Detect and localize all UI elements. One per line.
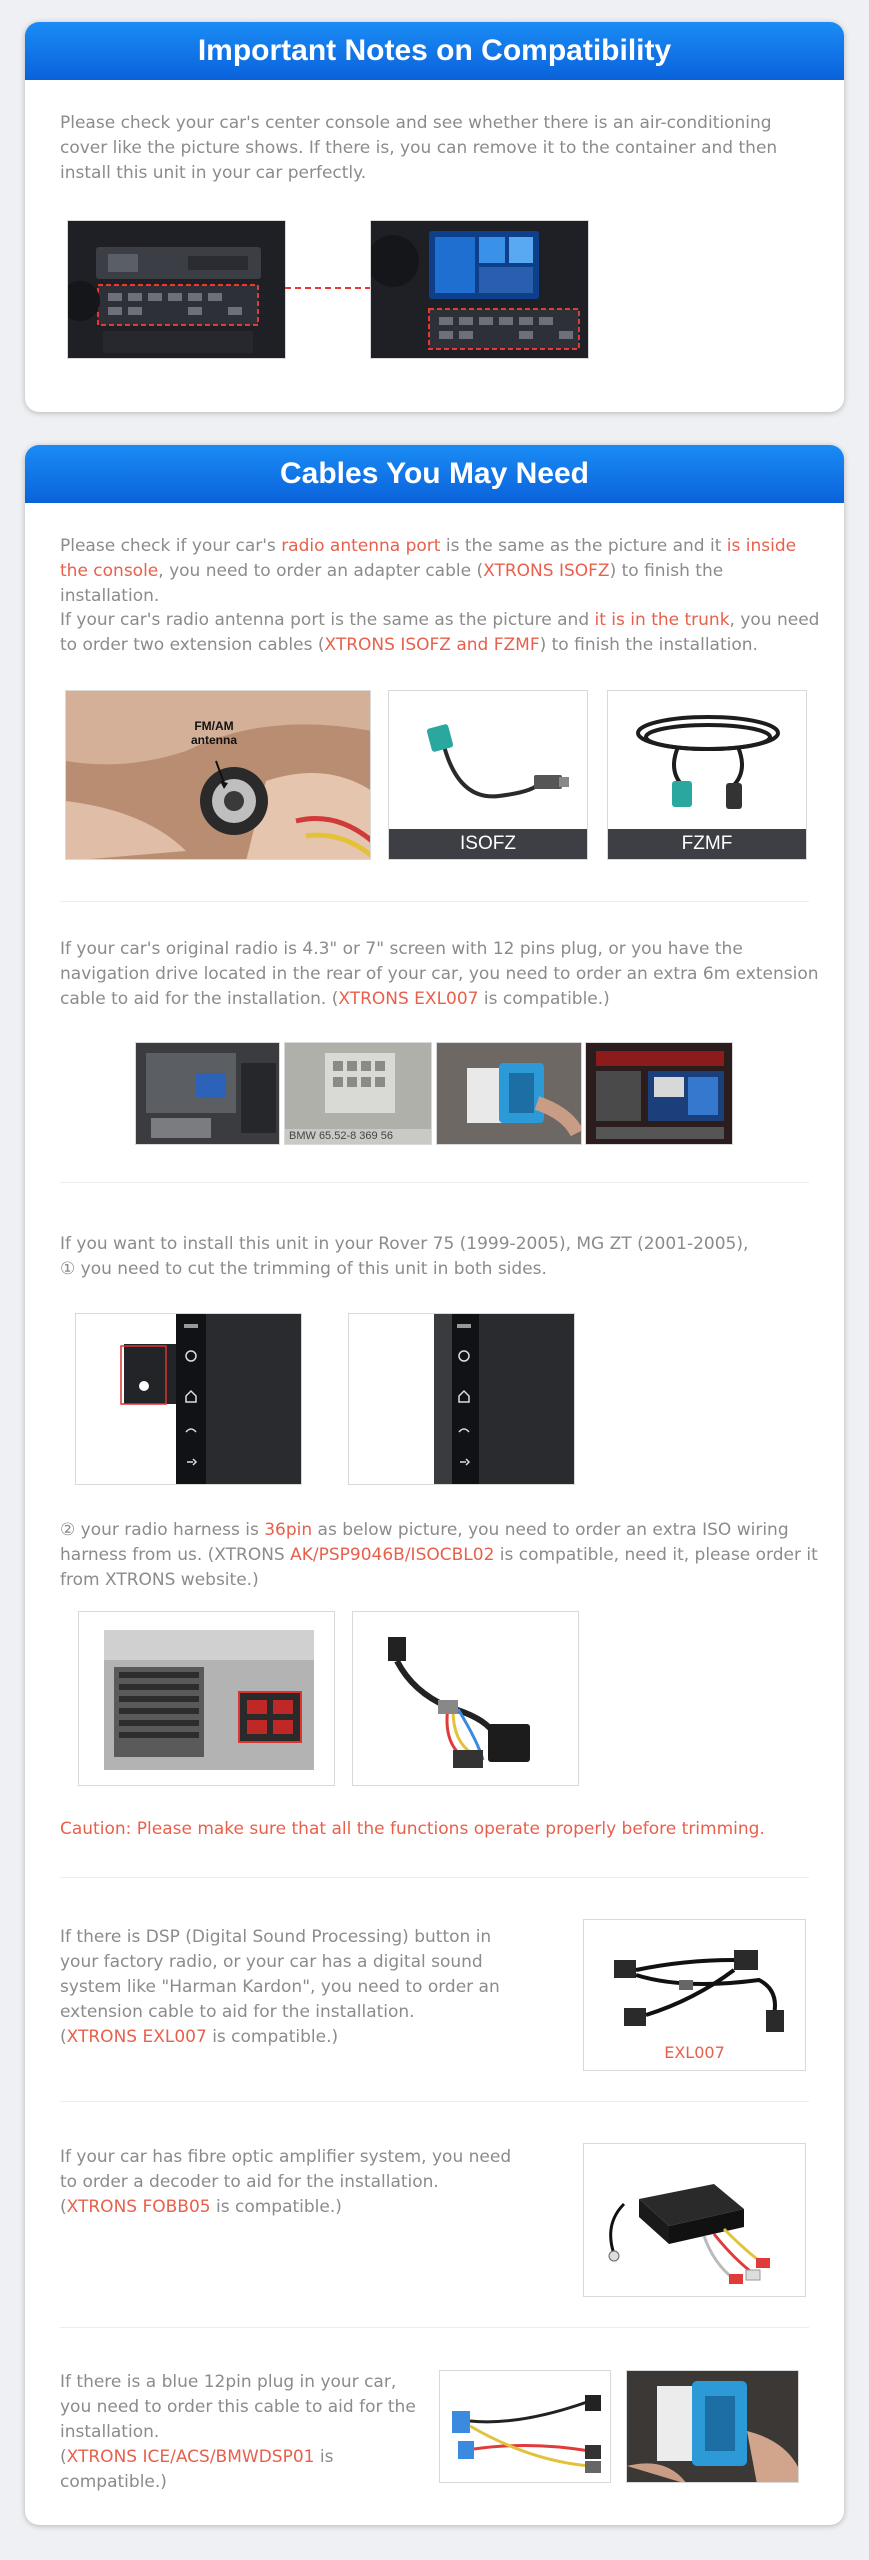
text-segment: If your car's radio antenna port is the same as the picture and (60, 610, 595, 630)
text-segment: is compatible.) (206, 2027, 339, 2047)
text-segment: Please check if your car's (60, 536, 282, 556)
text-segment: If there is a blue 12pin plug in your car, you need to order this cable to aid for the installation. (60, 2372, 416, 2442)
product-link[interactable]: XTRONS EXL007 (66, 2027, 207, 2047)
highlight-text: is inside the console (60, 536, 797, 581)
fibre-optic-text: If your car has fibre optic amplifier system, you need to order a decoder to aid for the installation. (XTRONS FOBB05 is compatible.) (60, 2147, 512, 2217)
iso-harness-photo (352, 1611, 579, 1786)
highlight-text: radio antenna port (281, 536, 441, 556)
text-segment: is compatible.) (478, 989, 610, 1009)
compatibility-title: Important Notes on Compatibility (25, 22, 844, 80)
console-before-photo (67, 220, 286, 359)
isofz-product-photo (388, 690, 588, 860)
caution-text: Caution: Please make sure that all the functions operate properly before trimming. (60, 1819, 765, 1839)
text-segment: ② your radio harness is (60, 1520, 265, 1540)
product-link[interactable]: AK/PSP9046B/ISOCBL02 (290, 1545, 495, 1565)
section-divider (60, 901, 809, 902)
rover-intro-text (60, 1232, 820, 1282)
isofz-caption: ISOFZ (389, 829, 587, 859)
text-segment: is compatible, need it, please order it from XTRONS website.) (60, 1545, 818, 1590)
product-link[interactable]: XTRONS ISOFZ and FZMF (324, 635, 540, 655)
text-segment: is compatible.) (60, 2447, 334, 2492)
section-divider (60, 1182, 809, 1183)
text-segment: If there is DSP (Digital Sound Processing) button in your factory radio, or your car has a digital sound system like "Harman Kardon", you need to order an extension cable to aid for the installation. (60, 1927, 500, 2022)
text-segment: is compatible.) (210, 2197, 342, 2217)
product-link[interactable]: XTRONS EXL007 (338, 989, 479, 1009)
dsp-text: If there is DSP (Digital Sound Processing) button in your factory radio, or your car has a digital sound system like "Harman Kardon", you need to order an extension cable to aid for the installation. (XTRONS EXL007 is compatible.) (60, 1927, 500, 2047)
radio-rear-photo-1 (135, 1042, 280, 1145)
text-segment: , you need to order two extension cables ( (60, 610, 820, 655)
factory-nav-screen-photo (585, 1042, 733, 1145)
fzmf-product-photo (607, 690, 807, 860)
console-after-photo (370, 220, 589, 359)
text-segment: , you need to order an adapter cable ( (158, 561, 484, 581)
compatibility-text: Please check your car's center console and see whether there is an air-conditioning cover like the picture shows. If there is, you can remove it to the container and then install this unit in your car perfectly. (60, 113, 778, 183)
product-link[interactable]: XTRONS ISOFZ (483, 561, 610, 581)
cables-title: Cables You May Need (25, 445, 844, 503)
exl007-caption: EXL007 (664, 2043, 725, 2062)
antenna-port-photo (65, 690, 371, 860)
radio-rear-photo-2 (284, 1042, 432, 1145)
harness-text (60, 1518, 820, 1593)
fobb05-product-photo (583, 2143, 806, 2297)
text-segment: ) to finish the installation. (539, 635, 758, 655)
highlight-text: 36pin (264, 1520, 313, 1540)
blue-plug-photo (436, 1042, 582, 1145)
bmwdsp01-cable-photo (439, 2370, 611, 2483)
text-line: ① you need to cut the trimming of this unit in both sides. (60, 1259, 547, 1279)
fzmf-caption: FZMF (608, 829, 806, 859)
radio-36pin-photo (78, 1611, 335, 1786)
exl007-product-photo (583, 1919, 806, 2071)
text-segment: is the same as the picture and it (440, 536, 727, 556)
antenna-label: FM/AM antenna (190, 719, 237, 747)
highlight-text: it is in the trunk (594, 610, 730, 630)
extension-cable-text (60, 937, 820, 1012)
text-segment: as below picture, you need to order an extra ISO wiring harness from us. (XTRONS (60, 1520, 789, 1565)
trimming-photo-1 (75, 1313, 302, 1485)
product-link[interactable]: XTRONS FOBB05 (66, 2197, 211, 2217)
cables-card (25, 445, 844, 2525)
text-segment: If your car has fibre optic amplifier system, you need to order a decoder to aid for the installation. (60, 2147, 512, 2192)
text-segment: ) to finish the installation. (60, 561, 724, 606)
blue-plug-text: If there is a blue 12pin plug in your car, you need to order this cable to aid for the installation. (XTRONS ICE/ACS/BMWDSP01 is compatible.) (60, 2372, 416, 2492)
text-line: If you want to install this unit in your Rover 75 (1999-2005), MG ZT (2001-2005), (60, 1234, 749, 1254)
blue-plug-car-photo (626, 2370, 799, 2483)
compatibility-card (25, 22, 844, 412)
trimming-photo-2 (348, 1313, 575, 1485)
part-number-plate: BMW 65.52-8 369 56 (289, 1130, 393, 1142)
antenna-console-text (60, 534, 820, 609)
section-divider (60, 2101, 809, 2102)
section-divider (60, 1877, 809, 1878)
text-segment: If your car's original radio is 4.3" or 7" screen with 12 pins plug, or you have the navigation drive located in the rear of your car, you need to order an extra 6m extension cable to aid for the installation. ( (60, 939, 819, 1009)
section-divider (60, 2327, 809, 2328)
antenna-trunk-text (60, 608, 820, 658)
product-link[interactable]: XTRONS ICE/ACS/BMWDSP01 (66, 2447, 315, 2467)
